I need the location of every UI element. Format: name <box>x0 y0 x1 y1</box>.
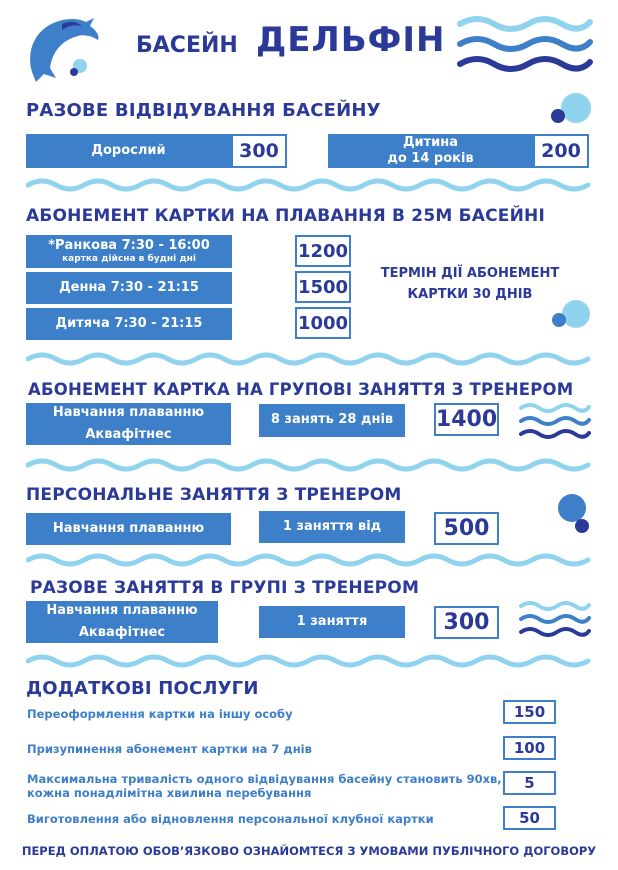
group-card-price: 1400 <box>434 403 499 436</box>
single-visit-heading: РАЗОВЕ ВІДВІДУВАННЯ БАСЕЙНУ <box>26 100 381 121</box>
waves-decoration-icon <box>456 14 594 78</box>
validity-line1: ТЕРМІН ДІЇ АБОНЕМЕНТ <box>380 266 560 281</box>
extra-item-1-price: 150 <box>503 700 556 724</box>
personal-heading: ПЕРСОНАЛЬНЕ ЗАНЯТТЯ З ТРЕНЕРОМ <box>26 485 402 505</box>
adult-label: Дорослий <box>26 134 231 168</box>
extra-item-1-label: Переоформлення картки на іншу особу <box>27 707 293 721</box>
waves-small-icon <box>518 598 592 640</box>
extra-item-3-label <box>27 772 502 801</box>
group-single-price: 300 <box>434 606 499 639</box>
day-label: Денна 7:30 - 21:15 <box>26 272 232 304</box>
kids-label: Дитяча 7:30 - 21:15 <box>26 308 232 340</box>
personal-detail: 1 заняття від <box>259 511 405 543</box>
personal-label: Навчання плаванню <box>26 513 231 545</box>
validity-note <box>372 264 568 306</box>
wave-divider-3 <box>26 456 592 474</box>
morning-label <box>26 235 232 268</box>
group-card-detail: 8 занять 28 днів <box>259 404 405 437</box>
group-single-label <box>26 601 218 643</box>
header-word-1: БАСЕЙН <box>136 33 238 58</box>
group-card-label <box>26 403 231 445</box>
bubbles-icon <box>556 492 596 536</box>
kids-price: 1000 <box>295 307 351 339</box>
child-label <box>328 134 533 168</box>
adult-price: 300 <box>231 134 287 168</box>
validity-line2: КАРТКИ 30 ДНІВ <box>407 286 533 302</box>
group-card-label-line1: Навчання плаванню <box>52 405 205 421</box>
bubbles-icon <box>548 92 596 132</box>
waves-small-icon <box>518 400 592 442</box>
wave-divider-2 <box>26 350 592 368</box>
extra-item-3-label-line2: кожна понадлімітна хвилина перебування <box>27 786 312 801</box>
wave-divider-4 <box>26 551 592 569</box>
footer-notice: ПЕРЕД ОПЛАТОЮ ОБОВ’ЯЗКОВО ОЗНАЙОМТЕСЯ З УМОВАМИ ПУБЛІЧНОГО ДОГОВОРУ <box>21 844 597 858</box>
group-card-heading: АБОНЕМЕНТ КАРТКА НА ГРУПОВІ ЗАНЯТТЯ З ТРЕНЕРОМ <box>28 380 574 399</box>
subscription-heading: АБОНЕМЕНТ КАРТКИ НА ПЛАВАННЯ В 25М БАСЕЙНІ <box>26 206 545 226</box>
child-label-line1: Дитина <box>402 134 459 150</box>
extras-heading: ДОДАТКОВІ ПОСЛУГИ <box>26 678 259 699</box>
extra-item-3-price: 5 <box>503 771 556 795</box>
dolphin-logo-icon <box>22 12 102 86</box>
extra-item-3-label-line1: Максимальна тривалість одного відвідування басейну становить 90хв, <box>27 772 502 786</box>
personal-price: 500 <box>434 512 499 545</box>
extra-item-4-label: Виготовлення або відновлення персональної клубної картки <box>27 812 434 826</box>
bubbles-icon <box>546 298 594 332</box>
morning-price: 1200 <box>295 235 351 267</box>
extra-item-4-price: 50 <box>503 806 556 830</box>
wave-divider-1 <box>26 176 592 194</box>
group-single-label-line1: Навчання плаванню <box>46 603 198 619</box>
group-single-label-line2: Аквафітнес <box>78 624 166 640</box>
wave-divider-5 <box>26 652 592 670</box>
extra-item-2-price: 100 <box>503 736 556 760</box>
header-word-2: ДЕЛЬФІН <box>256 20 446 60</box>
child-label-line2: до 14 років <box>387 151 474 166</box>
group-card-label-line2: Аквафітнес <box>85 426 172 442</box>
day-price: 1500 <box>295 271 351 303</box>
group-single-heading: РАЗОВЕ ЗАНЯТТЯ В ГРУПІ З ТРЕНЕРОМ <box>30 578 420 598</box>
group-single-detail: 1 заняття <box>259 606 405 638</box>
child-price: 200 <box>533 134 589 168</box>
morning-label-text: *Ранкова 7:30 - 16:00 <box>48 237 210 253</box>
extra-item-2-label: Призупинення абонемент картки на 7 днів <box>27 742 312 756</box>
morning-note: картка дійсна в будні дні <box>62 254 196 264</box>
